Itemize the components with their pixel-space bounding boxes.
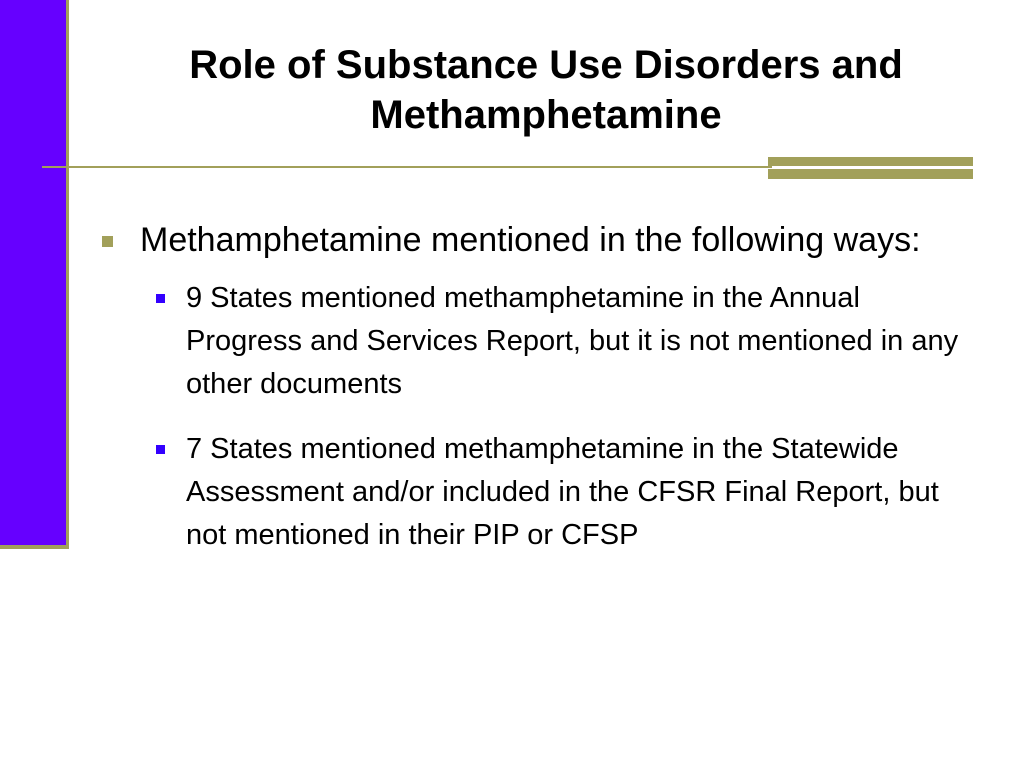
slide-body xyxy=(96,218,966,579)
sub-bullet-text: 7 States mentioned methamphetamine in the Statewide Assessment and/or included in the CFSR Final Report, but not mentioned in their PIP or CFSP xyxy=(186,433,939,551)
left-accent-edge xyxy=(66,0,69,549)
left-accent-bar xyxy=(0,0,66,545)
title-divider-accent xyxy=(768,157,973,179)
square-bullet-icon xyxy=(156,445,165,454)
title-divider xyxy=(42,166,772,168)
slide-title: Role of Substance Use Disorders and Methamphetamine xyxy=(189,43,903,137)
square-bullet-icon xyxy=(102,236,113,247)
sub-bullet-item xyxy=(96,428,966,557)
left-accent-underline xyxy=(0,545,69,549)
sub-bullet-item xyxy=(96,277,966,406)
bullet-item xyxy=(96,218,966,263)
sub-bullet-text: 9 States mentioned methamphetamine in the Annual Progress and Services Report, but it is not mentioned in any other documents xyxy=(186,282,959,400)
bullet-text: Methamphetamine mentioned in the following ways: xyxy=(140,221,921,259)
square-bullet-icon xyxy=(156,294,165,303)
